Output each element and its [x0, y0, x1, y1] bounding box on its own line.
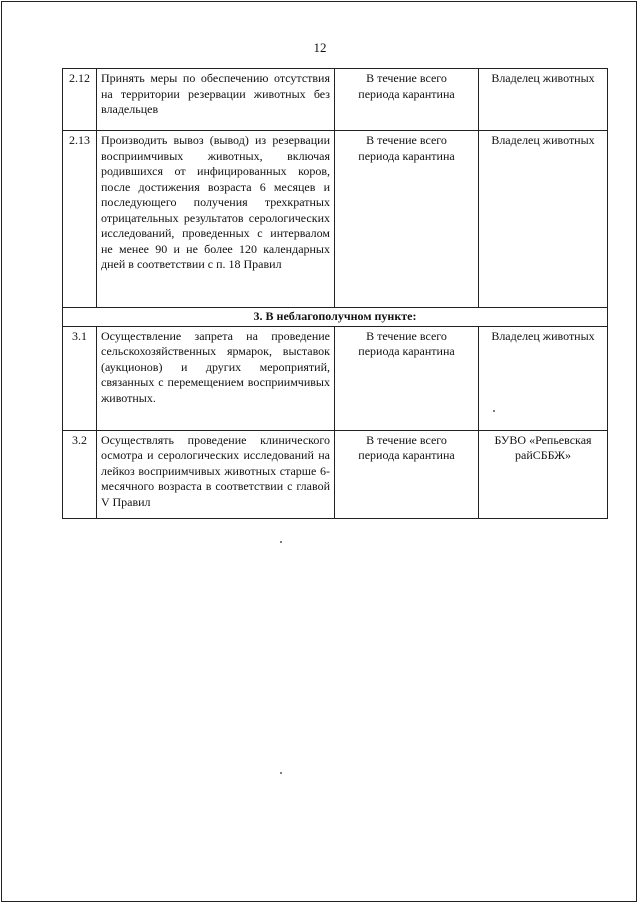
term-cell [335, 326, 479, 430]
table-row [63, 131, 608, 308]
action-text: Осуществлять проведение клинического осмотра и серологических исследований на лейкоз восприимчивых животных старше 6-месячного возраста в соответствии с главой V Правил [97, 430, 335, 518]
table-row [63, 326, 608, 430]
table-row [63, 69, 608, 131]
responsible-cell: Владелец животных [479, 69, 608, 131]
table-row [63, 430, 608, 518]
action-text: Осуществление запрета на проведение сельскохозяйственных ярмарок, выставок (аукционов) и других мероприятий, связанных с перемещением восприимчивых животных. [97, 326, 335, 430]
row-number: 2.12 [63, 69, 97, 131]
page-number: 12 [313, 40, 327, 55]
term-cell [335, 69, 479, 131]
action-text: Принять меры по обеспечению отсутствия на территории резервации животных без владельцев [97, 69, 335, 131]
responsible-cell: БУВО «Репьевская райСББЖ» [479, 430, 608, 518]
section-header-row [63, 308, 608, 327]
scan-speck [280, 541, 282, 543]
action-text: Производить вывоз (вывод) из резервации восприимчивых животных, включая родившихся от инфицированных коров, после достижения возраста 6 месяцев и последующего получения трехкратных отрицательных результатов серологических исследований, проведенных с интервалом не менее 90 и не более 120 календарных дней в соответствии с п. 18 Правил [97, 131, 335, 308]
term-line: В течение всего [366, 71, 447, 85]
measures-table [62, 68, 608, 519]
scan-speck [493, 410, 495, 412]
term-line: В течение всего [366, 328, 447, 343]
row-number: 2.13 [63, 131, 97, 308]
row-number: 3.1 [63, 326, 97, 430]
term-line: периода карантина [358, 86, 455, 101]
responsible-cell: Владелец животных [479, 131, 608, 308]
term-cell [335, 430, 479, 518]
term-line: В течение всего [366, 133, 447, 147]
term-cell [335, 131, 479, 308]
row-number: 3.2 [63, 430, 97, 518]
term-line: периода карантина [358, 148, 455, 163]
term-line: периода карантина [358, 448, 455, 462]
term-line: В течение всего [366, 432, 447, 447]
responsible-cell: Владелец животных [479, 326, 608, 430]
term-line: периода карантина [358, 344, 455, 358]
section-title: 3. В неблагополучном пункте: [63, 308, 608, 327]
scan-speck [280, 772, 282, 774]
